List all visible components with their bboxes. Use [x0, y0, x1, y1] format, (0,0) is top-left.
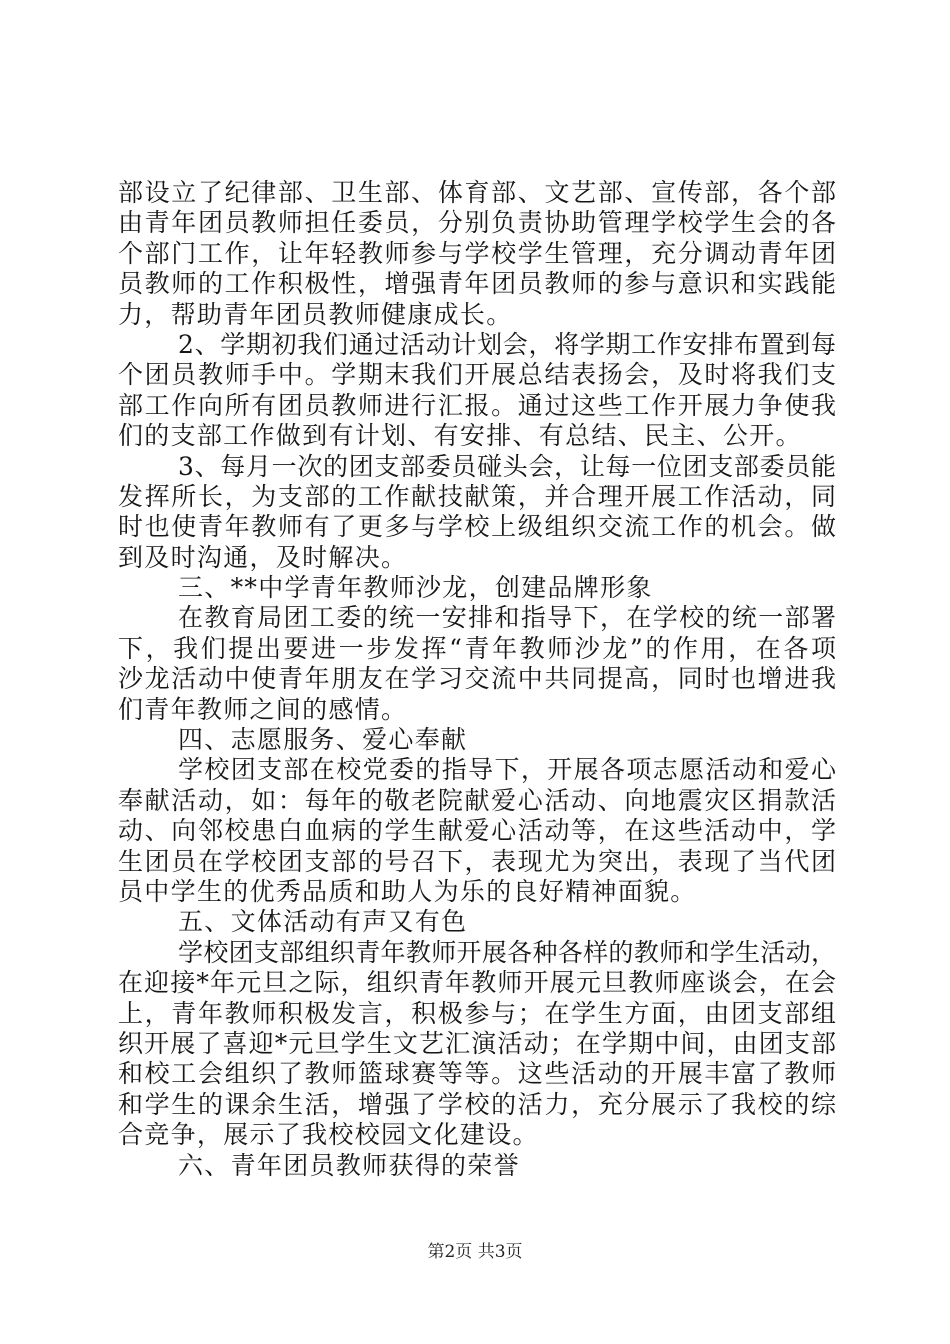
section-heading [118, 907, 836, 937]
paragraph [118, 178, 836, 330]
section-heading-text: 三、**中学青年教师沙龙，创建品牌形象 [178, 573, 653, 603]
paragraph [118, 603, 836, 725]
paragraph-line: 3、每月一次的团支部委员碰头会，让每一位团支部委员能 [178, 451, 836, 481]
paragraph-line: 员中学生的优秀品质和助人为乐的良好精神面貌。 [118, 876, 697, 906]
paragraph-line: 动、向邻校患白血病的学生献爱心活动等，在这些活动中，学 [118, 816, 836, 846]
paragraph-line: 生团员在学校团支部的号召下，表现尤为突出，表现了当代团 [118, 846, 836, 876]
section-heading-text: 五、文体活动有声又有色 [178, 907, 468, 937]
paragraph [118, 452, 836, 574]
paragraph-line: 奉献活动，如：每年的敬老院献爱心活动、向地震灾区捐款活 [118, 785, 836, 815]
paragraph-line: 学校团支部在校党委的指导下，开展各项志愿活动和爱心 [178, 755, 836, 785]
paragraph-line: 时也使青年教师有了更多与学校上级组织交流工作的机会。做 [118, 512, 836, 542]
document-body [118, 178, 836, 1181]
paragraph-line: 学校团支部组织青年教师开展各种各样的教师和学生活动， [178, 937, 836, 967]
section-heading-text: 六、青年团员教师获得的荣誉 [178, 1150, 520, 1180]
paragraph-line: 力，帮助青年团员教师健康成长。 [118, 299, 513, 329]
paragraph-line: 个部门工作，让年轻教师参与学校学生管理，充分调动青年团 [118, 238, 836, 268]
paragraph [118, 755, 836, 907]
paragraph-line: 和学生的课余生活，增强了学校的活力，充分展示了我校的综 [118, 1089, 836, 1119]
paragraph-line: 发挥所长，为支部的工作献技献策，并合理开展工作活动，同 [118, 481, 836, 511]
paragraph-line: 部工作向所有团员教师进行汇报。通过这些工作开展力争使我 [118, 390, 836, 420]
paragraph-line: 沙龙活动中使青年朋友在学习交流中共同提高，同时也增进我 [118, 664, 836, 694]
paragraph-line: 织开展了喜迎*元旦学生文艺汇演活动；在学期中间，由团支部 [118, 1028, 836, 1058]
paragraph-line: 们青年教师之间的感情。 [118, 694, 408, 724]
paragraph-line: 们的支部工作做到有计划、有安排、有总结、民主、公开。 [118, 421, 802, 451]
paragraph [118, 938, 836, 1151]
paragraph-line: 在迎接*年元旦之际，组织青年教师开展元旦教师座谈会，在会 [118, 968, 836, 998]
paragraph-line: 到及时沟通，及时解决。 [118, 542, 408, 572]
paragraph-line: 2、学期初我们通过活动计划会，将学期工作安排布置到每 [178, 329, 836, 359]
paragraph-line: 和校工会组织了教师篮球赛等等。这些活动的开展丰富了教师 [118, 1059, 836, 1089]
paragraph-line: 下，我们提出要进一步发挥“青年教师沙龙”的作用，在各项 [118, 633, 836, 663]
paragraph-line: 合竞争，展示了我校校园文化建设。 [118, 1120, 539, 1150]
section-heading [118, 1151, 836, 1181]
paragraph-line: 在教育局团工委的统一安排和指导下，在学校的统一部署 [178, 603, 836, 633]
section-heading [118, 573, 836, 603]
paragraph-line: 个团员教师手中。学期末我们开展总结表扬会，及时将我们支 [118, 360, 836, 390]
paragraph-line: 部设立了纪律部、卫生部、体育部、文艺部、宣传部，各个部 [118, 178, 836, 207]
paragraph-line: 员教师的工作积极性，增强青年团员教师的参与意识和实践能 [118, 269, 836, 299]
paragraph-line: 上，青年教师积极发言，积极参与；在学生方面，由团支部组 [118, 998, 836, 1028]
section-heading-text: 四、志愿服务、爱心奉献 [178, 725, 468, 755]
page-number-footer: 第2页 共3页 [427, 1242, 523, 1262]
section-heading [118, 725, 836, 755]
paragraph [118, 330, 836, 452]
paragraph-line: 由青年团员教师担任委员，分别负责协助管理学校学生会的各 [118, 208, 836, 238]
